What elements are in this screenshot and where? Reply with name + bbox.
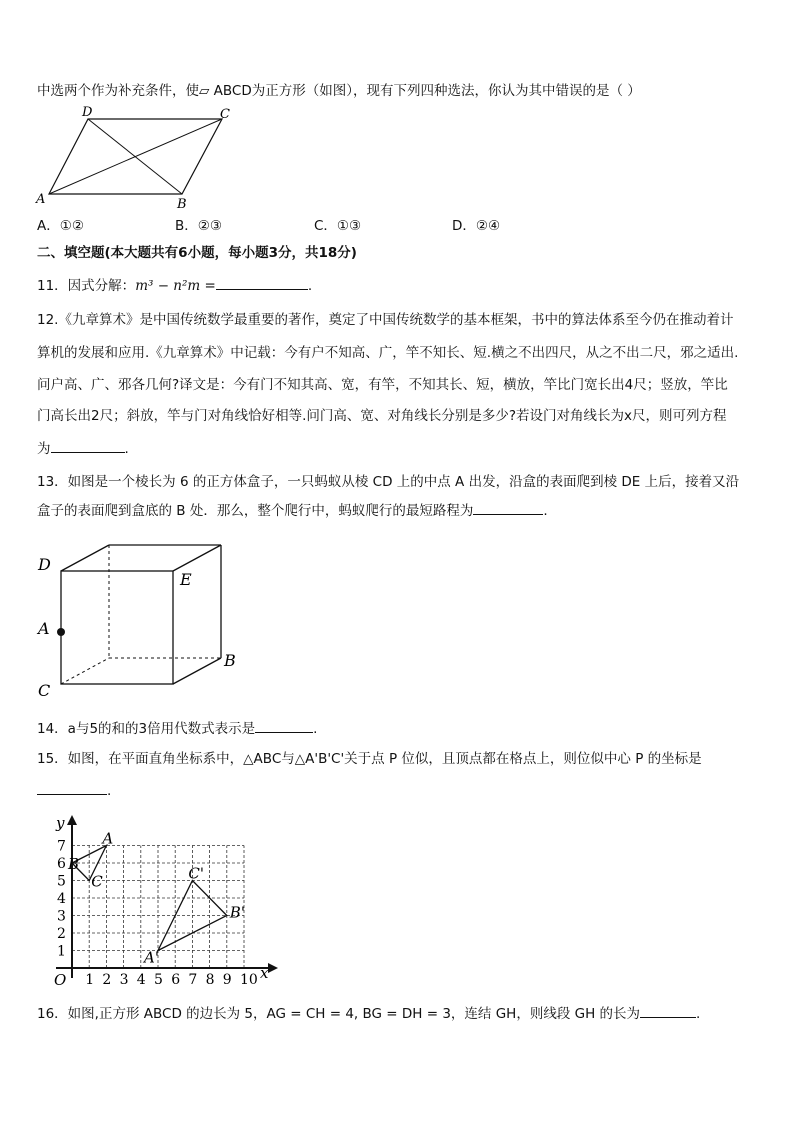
y-tick-label: 3	[57, 908, 66, 925]
label-A: A	[102, 829, 114, 848]
section-title: 二、填空题(本大题共有6小题，每小题3分，共18分)	[37, 245, 357, 261]
y-axis-arrow	[67, 815, 77, 825]
label-E: E	[180, 570, 192, 589]
q16-prefix: 16．如图,正方形 ABCD 的边长为 5，AG = CH = 4, BG = DH = 3，连结 GH，则线段 GH 的长为	[37, 1006, 641, 1022]
q14-prefix: 14．a与5的和的3倍用代数式表示是	[37, 721, 256, 737]
q14	[37, 718, 317, 739]
label-C: C	[91, 872, 103, 891]
q11-suffix: .	[307, 278, 313, 294]
label-B: B	[224, 651, 236, 670]
q10-stem: 中选两个作为补充条件，使▱ ABCD为正方形（如图），现有下列四种选法，你认为其中错误的是（ ）	[37, 83, 641, 99]
q13-line1: 13．如图是一个棱长为 6 的正方体盒子，一只蚂蚁从棱 CD 上的中点 A 出发，沿盒的表面爬到棱 DE 上后，接着又沿	[37, 474, 740, 490]
q12-prefix: 为	[37, 441, 51, 457]
point-a	[57, 628, 65, 636]
coordinate-figure	[40, 810, 285, 989]
x-tick-label: 7	[188, 972, 198, 988]
q12-line5	[37, 438, 129, 459]
label-B: B	[68, 855, 80, 873]
label-D: D	[38, 555, 51, 574]
x-tick-label: 10	[240, 972, 258, 988]
q12-line4: 门高长出2尺；斜放，竿与门对角线恰好相等.问门高、宽、对角线长分别是多少?若设门对角线长为x尺，则可列方程	[37, 408, 727, 424]
x-tick-label: 5	[154, 972, 163, 988]
q16-answer-blank[interactable]	[640, 1003, 696, 1018]
q16-suffix: .	[696, 1006, 701, 1022]
option-d[interactable]: D．②④	[452, 218, 501, 234]
q15-line2	[37, 780, 111, 801]
x-tick-label: 8	[205, 972, 215, 988]
q11-expr: m³ − n²m =	[135, 278, 216, 294]
axis-label-x: x	[260, 964, 269, 982]
q15-answer-blank[interactable]	[37, 780, 107, 795]
x-tick-label: 6	[171, 972, 181, 988]
x-axis-arrow	[268, 963, 278, 973]
label-D: D	[82, 105, 93, 120]
label-C-prime: C'	[188, 864, 205, 883]
parallelogram-figure	[36, 104, 236, 214]
q12-answer-blank[interactable]	[51, 438, 125, 453]
q15-line1: 15．如图，在平面直角坐标系中，△ABC与△A'B'C'关于点 P 位似，且顶点都在格点上，则位似中心 P 的坐标是	[37, 751, 702, 767]
q14-answer-blank[interactable]	[255, 718, 313, 733]
label-B: B	[177, 197, 187, 212]
y-tick-label: 7	[57, 838, 66, 855]
q13-suffix: .	[543, 503, 548, 519]
q12-line3: 问户高、广、邪各几何?译文是：今有门不知其高、宽，有竿，不知其长、短，横放，竿比门宽长出4尺；竖放，竿比	[37, 377, 728, 393]
label-A: A	[36, 192, 46, 207]
option-b[interactable]: B．②③	[175, 218, 222, 234]
y-tick-label: 6	[57, 856, 66, 872]
x-tick-label: 3	[119, 972, 129, 988]
q12-suffix: .	[124, 441, 129, 457]
label-C: C	[220, 107, 230, 122]
q13-prefix: 盒子的表面爬到盒底的 B 处．那么，整个爬行中，蚂蚁爬行的最短路程为	[37, 503, 474, 519]
x-tick-label: 2	[102, 972, 112, 988]
x-tick-label: 9	[222, 972, 232, 988]
y-tick-label: 1	[57, 943, 66, 960]
y-tick-label: 4	[57, 891, 66, 907]
q14-suffix: .	[313, 721, 318, 737]
label-B-prime: B'	[229, 903, 245, 922]
q12-line2: 算机的发展和应用.《九章算术》中记载：今有户不知高、广，竿不知长、短.横之不出四尺，从之不出二尺，邪之适出.	[37, 345, 739, 361]
q13-line2	[37, 500, 548, 521]
option-c[interactable]: C．①③	[314, 218, 362, 234]
option-a[interactable]: A．①②	[37, 218, 84, 234]
label-A: A	[38, 619, 50, 638]
label-C: C	[38, 681, 51, 700]
label-A-prime: A'	[144, 948, 159, 967]
q15-suffix: .	[107, 783, 112, 799]
y-tick-label: 2	[57, 926, 66, 942]
q13-answer-blank[interactable]	[473, 500, 543, 515]
x-tick-label: 4	[136, 972, 146, 988]
origin-label: O	[54, 971, 67, 989]
axis-label-y: y	[56, 814, 65, 832]
q12-line1: 12.《九章算术》是中国传统数学最重要的著作，奠定了中国传统数学的基本框架，书中的算法体系至今仍在推动着计	[37, 312, 734, 328]
q11-answer-blank[interactable]	[216, 275, 308, 290]
q11-prefix: 11．因式分解：	[37, 278, 136, 294]
q11	[37, 275, 312, 296]
x-tick-label: 1	[85, 972, 95, 988]
y-tick-label: 5	[57, 873, 66, 890]
cube-figure	[34, 540, 244, 700]
q16	[37, 1003, 700, 1024]
